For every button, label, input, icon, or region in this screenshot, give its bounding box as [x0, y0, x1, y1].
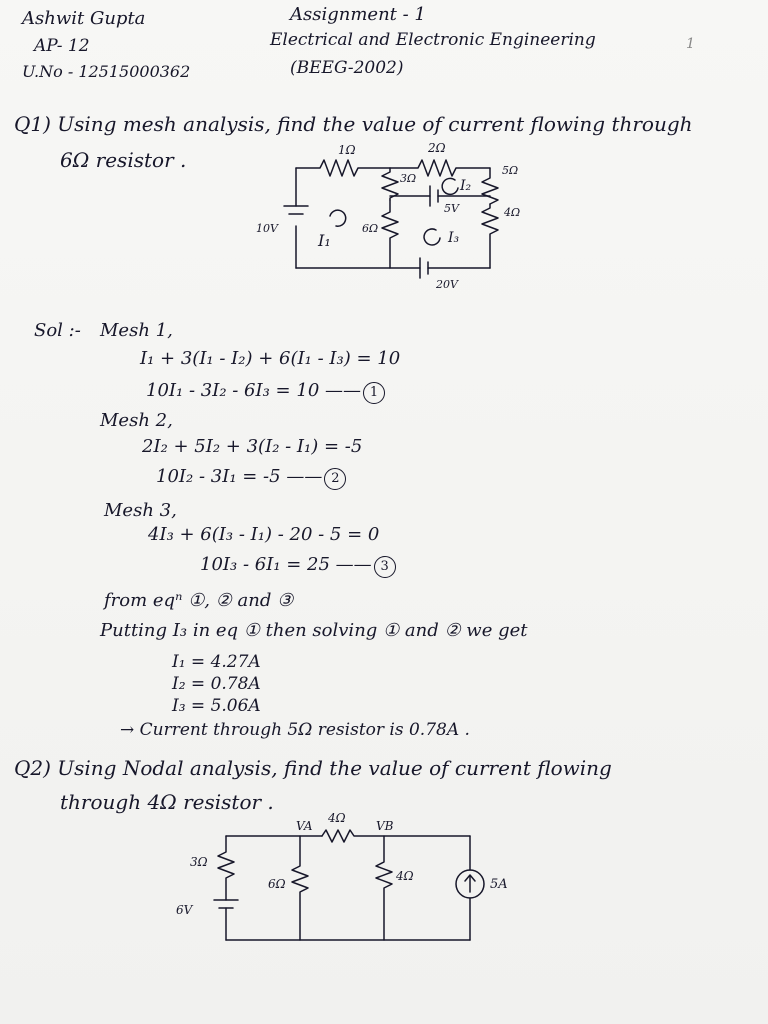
mesh3-equation-1: 4I₃ + 6(I₃ - I₁) - 20 - 5 = 0: [148, 524, 380, 545]
q2-text-line1: Q2) Using Nodal analysis, find the value of current flowing: [14, 756, 612, 780]
c2-r3-label: 3Ω: [190, 855, 208, 869]
student-uno: U.No - 12515000362: [22, 62, 191, 81]
i3-result: I₃ = 5.06A: [172, 696, 261, 716]
c2-r4-label: 4Ω: [396, 869, 414, 883]
putting-line: Putting I₃ in eq ① then solving ① and ② we get: [100, 620, 528, 641]
c1-i1-label: I₁: [318, 231, 331, 250]
assignment-subject: Electrical and Electronic Engineering: [270, 30, 596, 50]
mesh1-equation-1: I₁ + 3(I₁ - I₂) + 6(I₁ - I₃) = 10: [140, 348, 401, 369]
mesh2-equation-2: 10I₂ - 3I₁ = -5 —— 2: [156, 466, 346, 490]
c1-r4-label: 4Ω: [504, 206, 521, 219]
mesh2-heading: Mesh 2,: [100, 410, 173, 431]
c2-r4top-label: 4Ω: [328, 811, 346, 825]
c2-v6-label: 6V: [176, 903, 193, 917]
i2-result: I₂ = 0.78A: [172, 674, 261, 694]
i1-result: I₁ = 4.27A: [172, 652, 261, 672]
c1-i2-label: I₂: [460, 178, 472, 194]
c2-vb-label: VB: [376, 819, 394, 833]
sol-label: Sol :-: [34, 320, 81, 341]
q1-text-line1: Q1) Using mesh analysis, find the value of current flowing through: [14, 112, 693, 136]
mesh3-equation-2: 10I₃ - 6I₁ = 25 —— 3: [200, 554, 396, 578]
eq3-marker: 3: [374, 556, 396, 578]
assignment-title: Assignment - 1: [290, 4, 426, 25]
c1-v5-label: 5V: [444, 202, 459, 215]
eq1-marker: 1: [363, 382, 385, 404]
c1-r2-label: 2Ω: [428, 141, 446, 155]
eq2-marker: 2: [324, 468, 346, 490]
c1-r5-label: 5Ω: [502, 164, 519, 177]
mesh2-equation-1: 2I₂ + 5I₂ + 3(I₂ - I₁) = -5: [142, 436, 363, 457]
c1-v20-label: 20V: [436, 278, 458, 291]
mesh1-heading: Mesh 1,: [100, 320, 173, 341]
c1-r3-label: 3Ω: [400, 172, 417, 185]
mesh1-equation-2: 10I₁ - 3I₂ - 6I₃ = 10 —— 1: [146, 380, 385, 404]
c2-src-label: 5A: [490, 877, 508, 892]
q1-text-line2: 6Ω resistor .: [60, 148, 187, 172]
c1-r1-label: 1Ω: [338, 143, 356, 157]
c1-r6-label: 6Ω: [362, 222, 379, 235]
conclusion-line: → Current through 5Ω resistor is 0.78A .: [120, 720, 470, 740]
c2-r6-label: 6Ω: [268, 877, 286, 891]
c1-v10-label: 10V: [256, 222, 278, 235]
assignment-code: (BEEG-2002): [290, 58, 404, 78]
student-name: Ashwit Gupta: [22, 8, 146, 29]
student-ap: AP- 12: [34, 36, 90, 56]
from-equations-line: from eqⁿ ①, ② and ③: [104, 590, 294, 611]
c2-va-label: VA: [296, 819, 313, 833]
mesh3-heading: Mesh 3,: [104, 500, 177, 521]
q2-text-line2: through 4Ω resistor .: [60, 790, 274, 814]
page-mark: 1: [686, 36, 695, 52]
c1-i3-label: I₃: [448, 230, 460, 246]
